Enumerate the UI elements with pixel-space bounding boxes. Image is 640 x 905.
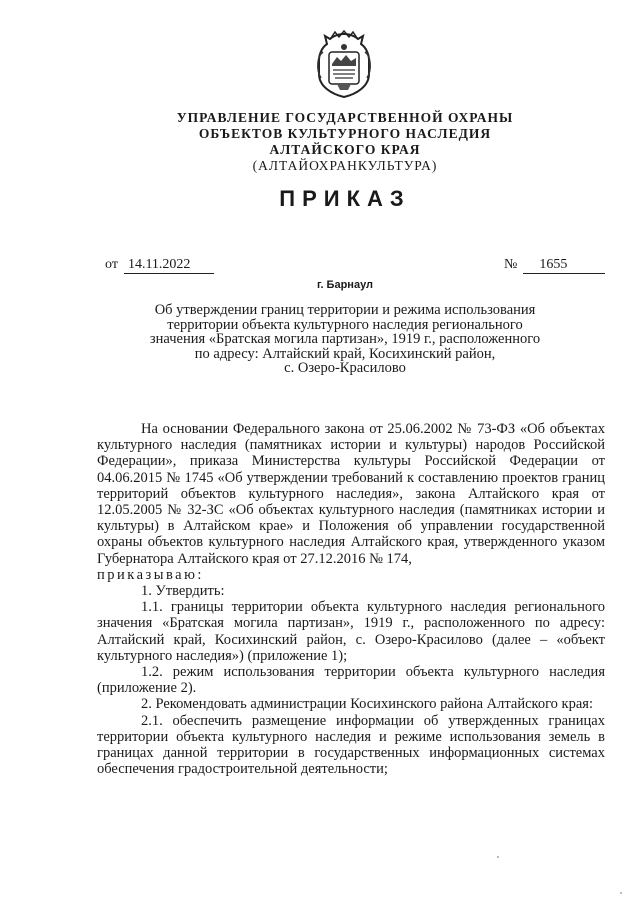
item-2: 2. Рекомендовать администрации Косихинского района Алтайского края: (141, 696, 593, 713)
item-1-1: 1.1. границы территории объекта культурного наследия регионального значения «Братская могила партизан», 1919 г., расположенного по адресу: Алтайский край, Косихинский район, с. Озеро-Красилово (далее – «объект культурного наследия») (приложение 1); (97, 599, 605, 664)
document-type: ПРИКАЗ (279, 186, 411, 211)
org-line: АЛТАЙСКОГО КРАЯ (269, 142, 421, 157)
item-1-2: 1.2. режим использования территории объекта культурного наследия (приложение 2). (97, 664, 605, 697)
organization-name (130, 110, 560, 174)
subject-line: значения «Братская могила партизан», 1919 г., расположенного (149, 331, 541, 347)
document-date (105, 257, 214, 274)
item-2-1: 2.1. обеспечить размещение информации об утвержденных границах территории объекта культурного наследия и режиме использования земель в границах данной территории в государственных информационных системах обеспечения градостроительной деятельности; (97, 712, 605, 778)
scan-speck (620, 892, 622, 894)
org-short-name: (АЛТАЙОХРАНКУЛЬТУРА) (252, 158, 438, 173)
preamble-paragraph: На основании Федерального закона от 25.06.2002 № 73-ФЗ «Об объектах культурного наследия (памятниках истории и культуры) народов Российской Федерации», приказа Министерства культуры Российской Федерации от 04.06.2015 № 1745 «Об утверждении требований к составлению проектов границ территорий объектов культурного наследия», закона Алтайского края от 12.05.2005 № 32-ЗС «Об объектах культурного наследия (памятниках истории и культуры) в Алтайском крае» и Положения об управлении государственной охраны объектов культурного наследия Алтайского края, утвержденного указом Губернатора Алтайского края от 27.12.2016 № 174, (97, 421, 605, 567)
document-number (504, 257, 605, 274)
scan-speck (497, 856, 499, 858)
subject-line: Об утверждении границ территории и режима использования (154, 302, 536, 318)
document-city: г. Барнаул (316, 279, 374, 291)
item-1: 1. Утвердить: (141, 583, 225, 600)
document-subject (130, 303, 560, 376)
number-value: 1655 (523, 257, 605, 274)
subject-line: территории объекта культурного наследия регионального (167, 316, 523, 333)
altai-coat-of-arms-icon (313, 30, 375, 100)
number-prefix: № (504, 257, 518, 272)
org-line: ОБЪЕКТОВ КУЛЬТУРНОГО НАСЛЕДИЯ (198, 126, 492, 141)
date-value: 14.11.2022 (124, 257, 214, 274)
subject-line: по адресу: Алтайский край, Косихинский район, (194, 345, 496, 362)
order-word: приказываю: (97, 566, 204, 583)
document-body (97, 421, 605, 777)
org-line: УПРАВЛЕНИЕ ГОСУДАРСТВЕННОЙ ОХРАНЫ (176, 110, 514, 125)
date-prefix: от (105, 257, 118, 272)
subject-line: с. Озеро-Красилово (284, 360, 406, 376)
